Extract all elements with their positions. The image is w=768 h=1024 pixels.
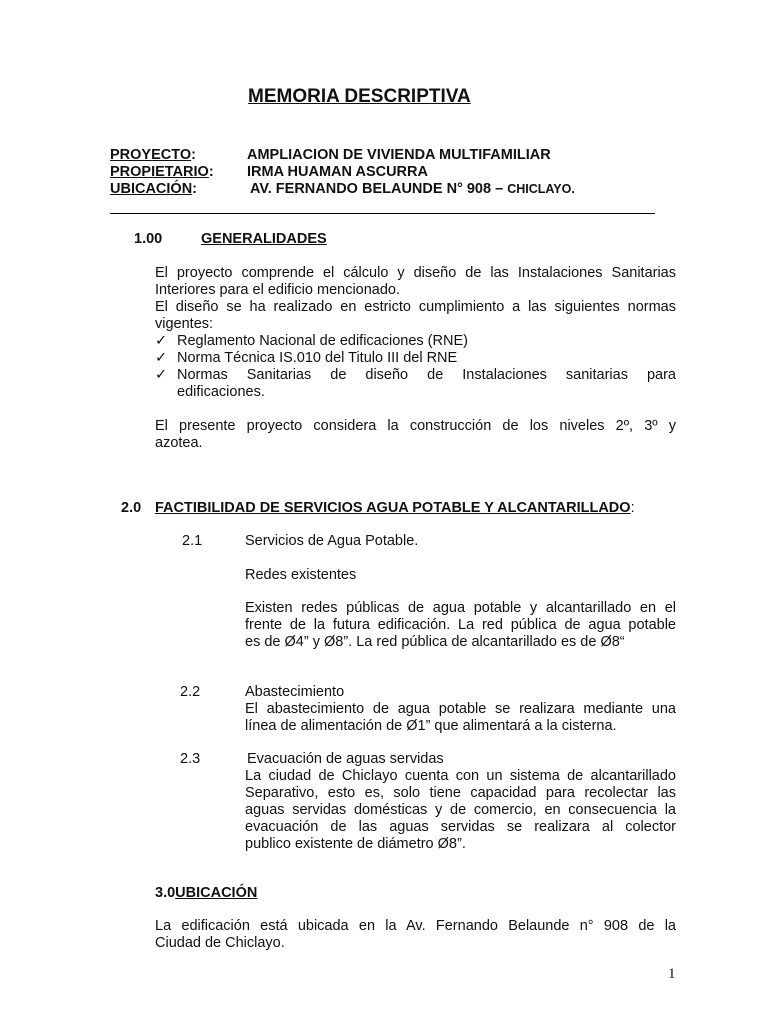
section-2-title: FACTIBILIDAD DE SERVICIOS AGUA POTABLE Y ALCANTARILLADO <box>155 500 631 516</box>
norm-item-3-continued: edificaciones. <box>177 384 265 400</box>
sub-2-3-body <box>245 768 676 853</box>
sub-2-3-line2: Separativo, esto es, solo tiene capacidad para recolectar las <box>245 785 676 801</box>
section-3-line2: Ciudad de Chiclayo. <box>155 935 285 951</box>
header-divider <box>110 213 655 214</box>
sub-2-3-line3: aguas servidas domésticas y de comercio, en consecuencia la <box>245 802 676 818</box>
norm-item-2-text: Norma Técnica IS.010 del Titulo III del RNE <box>177 350 458 366</box>
page-number: 1 <box>668 966 676 982</box>
norm-item-1-text: Reglamento Nacional de edificaciones (RNE) <box>177 333 468 349</box>
sub-2-1-body <box>245 600 676 651</box>
proyecto-row: PROYECTO: <box>110 147 196 163</box>
sub-2-1-heading: Redes existentes <box>245 567 357 583</box>
section-3-body <box>155 918 676 952</box>
proyecto-value: AMPLIACION DE VIVIENDA MULTIFAMILIAR <box>247 147 551 163</box>
section-1-body <box>155 265 676 452</box>
section-3-number: 3.0 <box>155 885 176 901</box>
s1-p1-line1: El proyecto comprende el cálculo y diseño de las Instalaciones Sanitarias <box>155 265 676 281</box>
sub-2-1-title: Servicios de Agua Potable. <box>245 533 419 549</box>
norm-item-1 <box>155 333 676 350</box>
norm-item-2 <box>155 350 676 367</box>
s1-p3-line1: El presente proyecto considera la construcción de los niveles 2º, 3º y <box>155 418 676 434</box>
ubicacion-row: UBICACIÓN: <box>110 181 198 197</box>
s1-p3-line2: azotea. <box>155 435 203 451</box>
s1-p2-line2: vigentes: <box>155 316 214 332</box>
sub-2-1-line3: es de Ø4” y Ø8”. La red pública de alcantarillado es de Ø8“ <box>245 634 625 650</box>
section-2-heading: FACTIBILIDAD DE SERVICIOS AGUA POTABLE Y ALCANTARILLADO: <box>155 500 635 516</box>
ubicacion-label: UBICACIÓN <box>110 181 193 197</box>
propietario-label: PROPIETARIO <box>110 164 209 180</box>
checkmark-icon: ✓ <box>155 350 168 366</box>
sub-2-2-line1: El abastecimiento de agua potable se realizara mediante una <box>245 701 676 717</box>
ubicacion-value <box>250 181 575 197</box>
norm-item-3 <box>155 367 676 384</box>
s1-p1-line2: Interiores para el edificio mencionado. <box>155 282 401 298</box>
ubicacion-city: CHICLAYO. <box>507 182 575 196</box>
document-title: MEMORIA DESCRIPTIVA <box>248 86 471 107</box>
checkmark-icon: ✓ <box>155 367 168 383</box>
section-1-number: 1.00 <box>134 231 163 247</box>
section-3-title: UBICACIÓN <box>175 885 258 901</box>
sub-2-3-line5: publico existente de diámetro Ø8”. <box>245 836 466 852</box>
sub-2-1-line1: Existen redes públicas de agua potable y alcantarillado en el <box>245 600 676 616</box>
sub-2-2-number: 2.2 <box>180 684 201 700</box>
section-1-title: GENERALIDADES <box>201 231 327 247</box>
propietario-row: PROPIETARIO: <box>110 164 214 180</box>
ubicacion-address: AV. FERNANDO BELAUNDE N° 908 – <box>250 181 504 197</box>
section-3-line1: La edificación está ubicada en la Av. Fernando Belaunde n° 908 de la <box>155 918 676 934</box>
sub-2-3-number: 2.3 <box>180 751 201 767</box>
sub-2-3-title: Evacuación de aguas servidas <box>247 751 444 767</box>
sub-2-1-number: 2.1 <box>182 533 203 549</box>
checkmark-icon: ✓ <box>155 333 168 349</box>
norm-item-3-text: Normas Sanitarias de diseño de Instalaciones sanitarias para <box>177 367 676 383</box>
sub-2-1-line2: frente de la futura edificación. La red pública de agua potable <box>245 617 676 633</box>
proyecto-label: PROYECTO <box>110 147 192 163</box>
section-2-number: 2.0 <box>121 500 142 516</box>
sub-2-3-line4: evacuación de las aguas servidas se realizara al colector <box>245 819 676 835</box>
s1-p2-line1: El diseño se ha realizado en estricto cumplimiento a las siguientes normas <box>155 299 676 315</box>
sub-2-2-line2: línea de alimentación de Ø1” que alimentará a la cisterna. <box>245 718 617 734</box>
sub-2-3-line1: La ciudad de Chiclayo cuenta con un sistema de alcantarillado <box>245 768 676 784</box>
sub-2-2-body <box>245 701 676 735</box>
section-3-heading <box>155 885 257 901</box>
propietario-value: IRMA HUAMAN ASCURRA <box>247 164 428 180</box>
sub-2-2-title: Abastecimiento <box>245 684 345 700</box>
